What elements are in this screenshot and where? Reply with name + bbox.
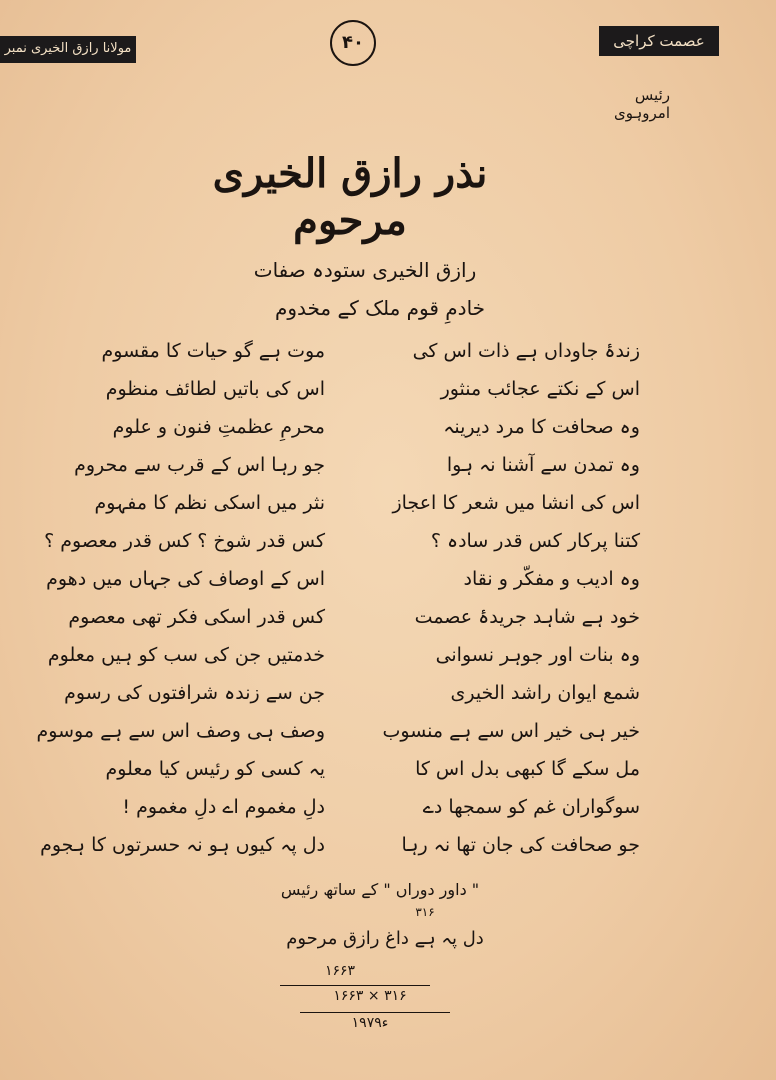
magazine-tag: عصمت کراچی — [599, 26, 719, 56]
verse-left: جن سے زندہ شرافتوں کی رسوم — [64, 682, 325, 704]
verse-left: محرمِ عظمتِ فنون و علوم — [112, 416, 325, 438]
verse-right: اس کی انشا میں شعر کا اعجاز — [392, 492, 640, 514]
author: رئیس امروہوی — [613, 86, 670, 122]
verse-left: کس قدر شوخ ؟ کس قدر معصوم ؟ — [44, 530, 325, 552]
issue-tag: مولانا رازق الخیری نمبر — [0, 36, 136, 63]
subtitle-line-1: رازق الخیری ستودہ صفات — [253, 258, 477, 282]
chronogram-calc: ۱۶۶۳ × ۳۱۶ — [333, 988, 407, 1004]
verse-right: مل سکے گا کبھی بدل اس کا — [415, 758, 640, 780]
verse-right: خیر ہی خیر اس سے ہے منسوب — [382, 720, 640, 742]
verse-left: خدمتیں جن کی سب کو ہیں معلوم — [47, 644, 325, 666]
divider — [280, 985, 430, 986]
chronogram-result: ۱۹۷۹ء — [351, 1015, 389, 1031]
poem-title: نذر رازق الخیری مرحوم — [212, 150, 488, 244]
verse-left: موت ہے گو حیات کا مقسوم — [101, 340, 325, 362]
page-number: ۴۰ — [330, 20, 376, 66]
footer-number: ۳۱۶ — [415, 905, 435, 919]
verse-left: اس کے اوصاف کی جہاں میں دھوم — [46, 568, 325, 590]
verse-right: وہ بنات اور جوہر نسوانی — [435, 644, 640, 666]
verse-right: وہ تمدن سے آشنا نہ ہوا — [446, 454, 640, 476]
verse-right: وہ ادیب و مفکّر و نقاد — [463, 568, 640, 590]
verse-left: وصف ہی وصف اس سے ہے موسوم — [36, 720, 325, 742]
verse-right: سوگواران غم کو سمجھا دے — [422, 796, 640, 818]
verse-right: اس کے نکتے عجائب منثور — [440, 378, 640, 400]
verse-left: اس کی باتیں لطائف منظوم — [105, 378, 325, 400]
verse-right: وہ صحافت کا مرد دیرینہ — [443, 416, 640, 438]
chronogram-line: دل پہ ہے داغ رازق مرحوم — [286, 928, 484, 949]
verse-left: یہ کسی کو رئیس کیا معلوم — [105, 758, 325, 780]
verse-left: کس قدر اسکی فکر تھی معصوم — [68, 606, 325, 628]
verse-right: کتنا پرکار کس قدر سادہ ؟ — [430, 530, 640, 552]
verse-left: دل پہ کیوں ہو نہ حسرتوں کا ہجوم — [40, 834, 325, 856]
verse-right: خود ہے شاہد جریدۂ عصمت — [414, 606, 640, 628]
subtitle-line-2: خادمِ قوم ملک کے مخدوم — [274, 296, 486, 320]
verse-left: جو رہا اس کے قرب سے محروم — [74, 454, 325, 476]
footer-quote: " داور دوراں " کے ساتھ رئیس — [280, 880, 480, 899]
verse-left: نثر میں اسکی نظم کا مفہوم — [94, 492, 325, 514]
chronogram-year: ۱۶۶۳ — [324, 963, 356, 979]
verse-right: شمع ایوان راشد الخیری — [450, 682, 640, 704]
divider — [300, 1012, 450, 1013]
verse-right: زندۂ جاوداں ہے ذات اس کی — [412, 340, 640, 362]
verse-left: دلِ مغموم اے دلِ مغموم ! — [122, 796, 325, 818]
verse-right: جو صحافت کی جان تھا نہ رہا — [401, 834, 640, 856]
